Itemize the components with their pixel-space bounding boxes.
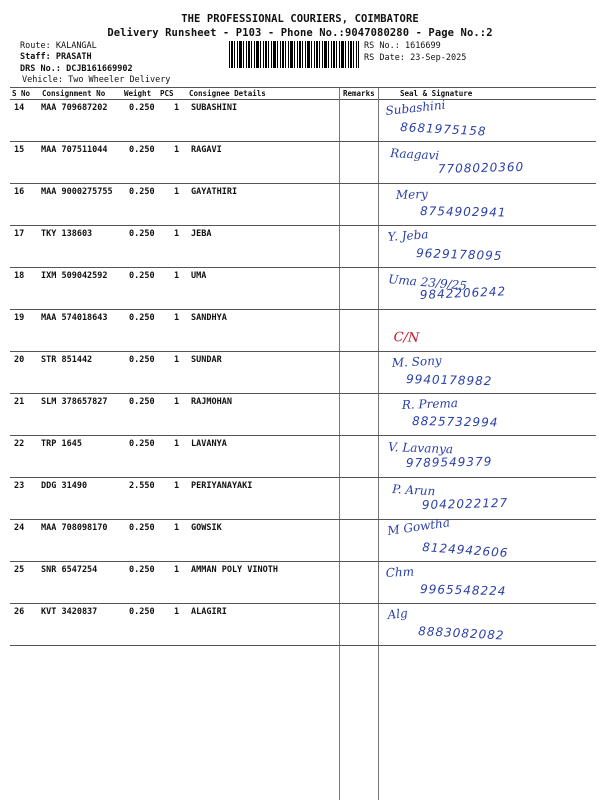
drs-label: DRS No.: — [20, 64, 61, 74]
signature-phone: 9629178095 — [415, 246, 503, 264]
row-pcs: 1 — [174, 439, 180, 449]
row-weight: 0.250 — [129, 187, 155, 197]
table-row — [10, 435, 596, 477]
route-line — [20, 41, 97, 51]
signature — [378, 267, 588, 309]
vehicle-label: Vehicle: — [22, 75, 63, 85]
signature-phone: 9842206242 — [419, 284, 507, 302]
row-weight: 0.250 — [129, 313, 155, 323]
row-weight: 0.250 — [129, 397, 155, 407]
signature-phone: 8883082082 — [417, 624, 505, 643]
signature — [378, 309, 588, 351]
row-pcs: 1 — [174, 355, 180, 365]
row-divider — [10, 645, 596, 646]
row-consignee: RAJMOHAN — [191, 397, 232, 407]
row-consignment-no: SLM 378657827 — [41, 397, 108, 407]
signature-name: M Gowtha — [386, 515, 451, 538]
signature-phone: 8754902941 — [419, 204, 507, 220]
row-consignee: PERIYANAYAKI — [191, 481, 253, 491]
col-sno: S No — [12, 89, 31, 98]
signature — [378, 561, 588, 603]
table-row — [10, 603, 596, 645]
signature-name: Mery — [395, 186, 428, 202]
table-row — [10, 309, 596, 351]
row-weight: 0.250 — [129, 229, 155, 239]
col-remarks: Remarks — [343, 89, 375, 98]
row-weight: 0.250 — [129, 145, 155, 155]
runsheet-subtitle: Delivery Runsheet - P103 - Phone No.:9047080280 - Page No.:2 — [107, 27, 493, 39]
signature — [378, 225, 588, 267]
row-consignment-no: MAA 707511044 — [41, 145, 108, 155]
signature-name: C/N — [393, 329, 420, 346]
signature — [378, 515, 588, 561]
signature-phone: 9789549379 — [405, 454, 493, 470]
drs-value: DCJB161669902 — [66, 64, 133, 74]
row-sno: 24 — [14, 523, 25, 533]
row-consignee: GOWSIK — [191, 523, 222, 533]
signature-name: P. Arun — [391, 482, 436, 499]
row-consignment-no: KVT 3420837 — [41, 607, 98, 617]
signature-name: Y. Jeba — [387, 227, 429, 244]
company-title: THE PROFESSIONAL COURIERS, COIMBATORE — [181, 13, 419, 25]
row-weight: 0.250 — [129, 355, 155, 365]
row-consignment-no: SNR 6547254 — [41, 565, 98, 575]
signature-name: Raagavi — [389, 146, 440, 163]
rs-no-line — [364, 41, 441, 51]
signature-name: R. Prema — [401, 396, 459, 412]
signature-phone: 7708020360 — [437, 159, 525, 176]
row-weight: 2.550 — [129, 481, 155, 491]
signature-name: Uma 23/9/25 — [387, 272, 468, 293]
table-row — [10, 99, 596, 141]
row-sno: 15 — [14, 145, 25, 155]
col-consignment: Consignment No — [42, 89, 106, 98]
table-row — [10, 561, 596, 603]
row-sno: 20 — [14, 355, 25, 365]
rs-date-line — [364, 53, 466, 63]
row-pcs: 1 — [174, 565, 180, 575]
signature-phone: 9042022127 — [421, 495, 509, 512]
signature — [378, 99, 588, 141]
signature-phone: 8124942606 — [421, 540, 509, 561]
row-consignee: GAYATHIRI — [191, 187, 238, 197]
signature — [378, 477, 588, 519]
signature — [378, 141, 588, 183]
table-row — [10, 515, 596, 561]
table-row — [10, 183, 596, 225]
col-signature: Seal & Signature — [400, 89, 473, 98]
col-consignee: Consignee Details — [189, 89, 266, 98]
row-consignment-no: MAA 709687202 — [41, 103, 108, 113]
route-label: Route: — [20, 41, 51, 51]
row-sno: 14 — [14, 103, 25, 113]
signature-phone: 8681975158 — [399, 120, 487, 139]
signature-name: M. Sony — [391, 353, 442, 370]
table-row — [10, 141, 596, 183]
row-sno: 16 — [14, 187, 25, 197]
row-pcs: 1 — [174, 145, 180, 155]
row-consignment-no: MAA 574018643 — [41, 313, 108, 323]
table-row — [10, 393, 596, 435]
signature — [378, 603, 588, 645]
signature-phone: 9940178982 — [405, 372, 493, 389]
row-consignee: SANDHYA — [191, 313, 227, 323]
row-pcs: 1 — [174, 271, 180, 281]
table-row — [10, 351, 596, 393]
row-consignment-no: TKY 138603 — [41, 229, 93, 239]
row-pcs: 1 — [174, 229, 180, 239]
vehicle-line — [22, 75, 170, 85]
row-sno: 18 — [14, 271, 25, 281]
signature-name: Subashini — [384, 97, 447, 118]
row-pcs: 1 — [174, 103, 180, 113]
table-row — [10, 225, 596, 267]
row-sno: 26 — [14, 607, 25, 617]
row-weight: 0.250 — [129, 523, 155, 533]
row-consignee: ALAGIRI — [191, 607, 227, 617]
row-sno: 17 — [14, 229, 25, 239]
row-consignee: RAGAVI — [191, 145, 222, 155]
signature — [378, 435, 588, 477]
barcode — [229, 41, 359, 68]
staff-label: Staff: — [20, 52, 51, 62]
row-sno: 23 — [14, 481, 25, 491]
row-consignment-no: MAA 708098170 — [41, 523, 108, 533]
signature — [378, 183, 588, 225]
staff-value: PRASATH — [55, 52, 92, 62]
rs-no-label: RS No.: — [364, 41, 400, 51]
row-sno: 19 — [14, 313, 25, 323]
row-consignee: SUBASHINI — [191, 103, 238, 113]
row-consignment-no: STR 851442 — [41, 355, 93, 365]
rs-date-value: 23-Sep-2025 — [410, 53, 467, 63]
col-weight: Weight — [124, 89, 152, 98]
staff-line — [20, 52, 92, 62]
rs-no-value: 1616699 — [404, 41, 441, 51]
table-row — [10, 477, 596, 519]
row-pcs: 1 — [174, 523, 180, 533]
signature-phone: 8825732994 — [411, 414, 499, 430]
row-consignee: SUNDAR — [191, 355, 222, 365]
row-pcs: 1 — [174, 313, 180, 323]
signature-phone: 9965548224 — [419, 582, 507, 599]
row-sno: 25 — [14, 565, 25, 575]
row-sno: 21 — [14, 397, 25, 407]
header-top-rule — [10, 87, 596, 88]
route-value: KALANGAL — [55, 41, 97, 51]
row-weight: 0.250 — [129, 103, 155, 113]
row-pcs: 1 — [174, 397, 180, 407]
row-consignment-no: DDG 31490 — [41, 481, 88, 491]
vehicle-value: Two Wheeler Delivery — [68, 75, 171, 85]
row-weight: 0.250 — [129, 565, 155, 575]
signature-name: Chm — [385, 564, 415, 580]
row-consignee: LAVANYA — [191, 439, 227, 449]
row-consignee: UMA — [191, 271, 207, 281]
row-pcs: 1 — [174, 187, 180, 197]
drs-line — [20, 64, 133, 74]
table-row — [10, 267, 596, 309]
row-pcs: 1 — [174, 481, 180, 491]
row-weight: 0.250 — [129, 607, 155, 617]
row-consignee: JEBA — [191, 229, 212, 239]
rs-date-label: RS Date: — [364, 53, 405, 63]
signature — [378, 393, 588, 435]
row-consignment-no: MAA 9000275755 — [41, 187, 113, 197]
row-consignment-no: IXM 509042592 — [41, 271, 108, 281]
row-weight: 0.250 — [129, 439, 155, 449]
signature-name: Alg — [386, 605, 409, 622]
signature — [378, 351, 588, 393]
row-sno: 22 — [14, 439, 25, 449]
row-weight: 0.250 — [129, 271, 155, 281]
signature-name: V. Lavanya — [387, 440, 454, 457]
row-consignee: AMMAN POLY VINOTH — [191, 565, 278, 575]
row-consignment-no: TRP 1645 — [41, 439, 82, 449]
row-pcs: 1 — [174, 607, 180, 617]
col-pcs: PCS — [160, 89, 174, 98]
